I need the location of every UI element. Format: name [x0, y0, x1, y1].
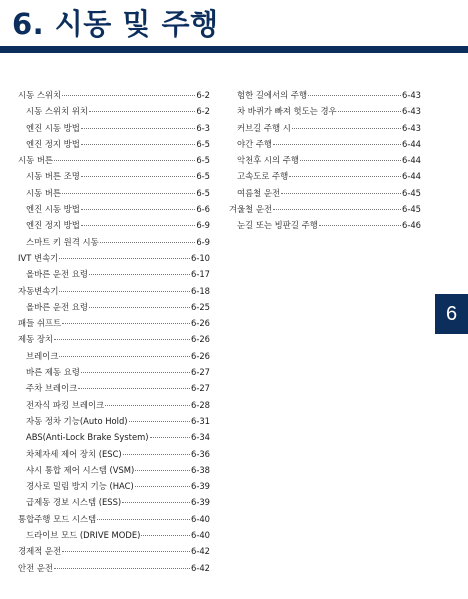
toc-entry-page: 6-26	[190, 334, 210, 345]
dot-leader	[78, 388, 190, 389]
toc-entry-title: 차체자세 제어 장치 (ESC)	[26, 448, 122, 459]
toc-entry-page: 6-5	[196, 138, 210, 149]
toc-entry[interactable]	[18, 348, 210, 364]
toc-entry[interactable]	[18, 560, 210, 576]
toc-left-column	[18, 87, 210, 576]
toc-entry[interactable]	[18, 136, 210, 152]
dot-leader	[62, 323, 190, 324]
dot-leader	[273, 144, 401, 145]
toc-entry[interactable]	[18, 250, 210, 266]
toc-entry-title: ABS(Anti-Lock Brake System)	[26, 432, 149, 443]
toc-entry-title: 주차 브레이크	[26, 383, 78, 394]
toc-entry-page: 6-40	[190, 530, 210, 541]
toc-entry-title: 시동 버튼 조명	[26, 171, 80, 182]
dot-leader	[62, 551, 190, 552]
toc-entry[interactable]	[18, 283, 210, 299]
toc-entry-title: 올바른 운전 요령	[26, 269, 88, 280]
toc-entry-page: 6-6	[196, 204, 210, 215]
dot-leader	[141, 535, 190, 536]
toc-entry-page: 6-5	[196, 155, 210, 166]
toc-entry-page: 6-44	[401, 155, 421, 166]
toc-entry-title: 겨울철 운전	[229, 204, 273, 215]
toc-entry-title: 경제적 운전	[18, 546, 62, 557]
toc-entry-title: 엔진 정지 방법	[26, 138, 80, 149]
toc-entry[interactable]	[18, 380, 210, 396]
toc-entry[interactable]	[18, 87, 210, 103]
toc-entry-title: 차 바퀴가 빠져 헛도는 경우	[237, 106, 337, 117]
toc-entry-title: 자동변속기	[18, 285, 59, 296]
toc-entry[interactable]	[18, 120, 210, 136]
toc-entry[interactable]	[18, 217, 210, 233]
toc-entry-page: 6-17	[190, 269, 210, 280]
dot-leader	[54, 339, 190, 340]
dot-leader	[81, 128, 195, 129]
toc-entry[interactable]	[18, 429, 210, 445]
toc-entry[interactable]	[229, 103, 421, 119]
dot-leader	[289, 176, 401, 177]
toc-entry[interactable]	[18, 511, 210, 527]
toc-entry[interactable]	[229, 201, 421, 217]
chapter-tab: 6	[435, 294, 468, 334]
toc-entry[interactable]	[18, 543, 210, 559]
toc-entry-title: 스마트 키 원격 시동	[26, 236, 99, 247]
toc-entry-page: 6-10	[190, 252, 210, 263]
dot-leader	[308, 95, 401, 96]
toc-entry-title: 고속도로 주행	[237, 171, 289, 182]
toc-entry-page: 6-45	[401, 204, 421, 215]
toc-entry[interactable]	[229, 185, 421, 201]
toc-entry[interactable]	[18, 446, 210, 462]
toc-entry-page: 6-26	[190, 318, 210, 329]
toc-entry-title: 엔진 시동 방법	[26, 204, 80, 215]
toc-entry[interactable]	[18, 494, 210, 510]
toc-entry[interactable]	[18, 364, 210, 380]
dot-leader	[292, 128, 401, 129]
toc-entry-title: 급제동 경보 시스템 (ESS)	[26, 497, 122, 508]
title-rule	[0, 46, 468, 53]
toc-entry[interactable]	[18, 397, 210, 413]
toc-entry-title: 바른 제동 요령	[26, 367, 80, 378]
toc-entry-page: 6-42	[190, 546, 210, 557]
toc-entry-page: 6-42	[190, 562, 210, 573]
toc-entry-page: 6-26	[190, 350, 210, 361]
toc-entry-title: 올바른 운전 요령	[26, 301, 88, 312]
toc-entry-title: 브레이크	[26, 350, 59, 361]
dot-leader	[54, 160, 195, 161]
toc-entry[interactable]	[18, 315, 210, 331]
toc-entry-title: 통합주행 모드 시스템	[18, 513, 97, 524]
toc-entry-page: 6-5	[196, 187, 210, 198]
toc-entry[interactable]	[18, 413, 210, 429]
toc-entry[interactable]	[18, 234, 210, 250]
dot-leader	[338, 111, 401, 112]
dot-leader	[59, 291, 190, 292]
toc-entry[interactable]	[229, 136, 421, 152]
dot-leader	[300, 160, 401, 161]
toc-entry-title: 패들 쉬프트	[18, 318, 62, 329]
toc-entry-title: 시동 버튼	[18, 155, 54, 166]
toc-entry-title: IVT 변속기	[18, 252, 59, 263]
toc-entry-page: 6-36	[190, 448, 210, 459]
toc-entry-title: 야간 주행	[237, 138, 273, 149]
toc-entry-title: 드라이브 모드 (DRIVE MODE)	[26, 530, 141, 541]
toc-entry-title: 악천후 시의 주행	[237, 155, 299, 166]
toc-entry[interactable]	[18, 168, 210, 184]
dot-leader	[123, 454, 190, 455]
dot-leader	[81, 372, 190, 373]
toc-entry-page: 6-28	[190, 399, 210, 410]
toc-entry-page: 6-43	[401, 106, 421, 117]
dot-leader	[81, 225, 195, 226]
toc-entry[interactable]	[18, 201, 210, 217]
toc-entry-title: 전자식 파킹 브레이크	[26, 399, 105, 410]
toc-entry-page: 6-45	[401, 187, 421, 198]
dot-leader	[97, 519, 190, 520]
dot-leader	[81, 176, 195, 177]
toc-entry-page: 6-2	[196, 90, 210, 100]
toc-entry-title: 엔진 정지 방법	[26, 220, 80, 231]
toc-entry-title: 경사로 밀림 방지 기능 (HAC)	[26, 481, 134, 492]
toc-entry-page: 6-46	[401, 220, 421, 231]
dot-leader	[319, 225, 401, 226]
toc-entry[interactable]	[18, 103, 210, 119]
toc-entry[interactable]	[18, 478, 210, 494]
dot-leader	[59, 356, 190, 357]
chapter-title: 6. 시동 및 주행	[12, 7, 219, 41]
dot-leader	[81, 209, 195, 210]
toc-entry-page: 6-40	[190, 513, 210, 524]
toc-entry-title: 눈길 또는 빙판길 주행	[237, 220, 318, 231]
toc-entry[interactable]	[229, 152, 421, 168]
toc-entry[interactable]	[229, 87, 421, 103]
toc-entry-page: 6-18	[190, 285, 210, 296]
toc-entry-page: 6-2	[196, 106, 210, 117]
toc-entry-page: 6-38	[190, 464, 210, 475]
toc-entry[interactable]	[229, 217, 421, 233]
toc-entry-page: 6-9	[196, 236, 210, 247]
toc-entry[interactable]	[229, 120, 421, 136]
dot-leader	[62, 95, 195, 96]
dot-leader	[89, 307, 190, 308]
toc-entry-page: 6-25	[190, 301, 210, 312]
toc-right-column	[229, 87, 421, 234]
toc-entry-page: 6-39	[190, 497, 210, 508]
toc-entry-title: 엔진 시동 방법	[26, 122, 80, 133]
dot-leader	[59, 258, 190, 259]
toc-entry[interactable]	[18, 266, 210, 282]
toc-entry[interactable]	[18, 152, 210, 168]
toc-entry-page: 6-34	[190, 432, 210, 443]
dot-leader	[81, 144, 195, 145]
toc-entry[interactable]	[18, 331, 210, 347]
dot-leader	[129, 421, 190, 422]
toc-entry-title: 샤시 통합 제어 시스템 (VSM)	[26, 464, 135, 475]
dot-leader	[62, 193, 195, 194]
dot-leader	[273, 209, 401, 210]
dot-leader	[89, 111, 195, 112]
toc-entry-title: 안전 운전	[18, 562, 54, 573]
dot-leader	[54, 568, 190, 569]
toc-entry-page: 6-31	[190, 415, 210, 426]
toc-entry[interactable]	[18, 462, 210, 478]
toc-entry-page: 6-9	[196, 220, 210, 231]
toc-entry-page: 6-39	[190, 481, 210, 492]
dot-leader	[135, 486, 190, 487]
toc-entry-title: 시동 스위치 위치	[26, 106, 88, 117]
toc-entry[interactable]	[18, 527, 210, 543]
toc-entry-page: 6-43	[401, 90, 421, 100]
dot-leader	[105, 405, 190, 406]
dot-leader	[89, 274, 190, 275]
toc-entry-title: 시동 버튼	[26, 187, 62, 198]
toc-entry-title: 험한 길에서의 주행	[237, 90, 308, 100]
toc-entry[interactable]	[18, 299, 210, 315]
toc-entry-page: 6-5	[196, 171, 210, 182]
toc-entry-title: 시동 스위치	[18, 90, 62, 100]
dot-leader	[281, 193, 401, 194]
toc-entry-title: 커브길 주행 시	[237, 122, 291, 133]
toc-entry-title: 자동 정차 기능(Auto Hold)	[26, 415, 128, 426]
dot-leader	[100, 242, 196, 243]
toc-entry-page: 6-43	[401, 122, 421, 133]
toc-entry-page: 6-27	[190, 367, 210, 378]
dot-leader	[150, 437, 190, 438]
toc-entry[interactable]	[229, 168, 421, 184]
toc-entry-page: 6-44	[401, 138, 421, 149]
toc-entry-title: 제동 장치	[18, 334, 54, 345]
toc-entry-page: 6-3	[196, 122, 210, 133]
toc-entry-title: 여름철 운전	[237, 187, 281, 198]
toc-entry-page: 6-44	[401, 171, 421, 182]
dot-leader	[135, 470, 190, 471]
toc-entry[interactable]	[18, 185, 210, 201]
dot-leader	[122, 502, 190, 503]
toc-entry-page: 6-27	[190, 383, 210, 394]
